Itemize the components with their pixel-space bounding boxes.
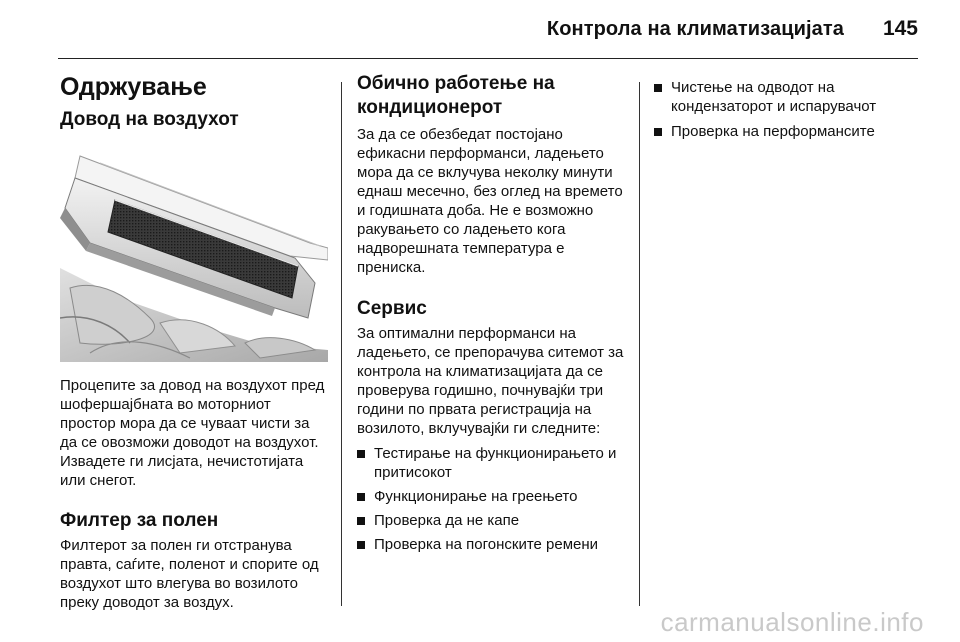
- air-intake-figure: [60, 148, 328, 362]
- header-title: Контрола на климатизацијата: [546, 18, 844, 40]
- bullet-square-icon: [357, 493, 365, 501]
- air-intake-grille-illustration: [60, 148, 328, 362]
- column-divider-1: [341, 82, 342, 606]
- subsection-title-regular-operation: Обично работење на кондиционерот: [357, 73, 555, 118]
- service-checklist-continued: [654, 78, 922, 141]
- column-divider-2: [639, 82, 640, 606]
- column-3: [654, 72, 922, 141]
- service-paragraph: За оптимални перформанси на ладењето, се препорачува ситемот за контрола на климатизацијата да се проверува годишно, почнувајќи три години по првата регистрација на возилото, вклучувајќи ги следните:: [357, 325, 624, 437]
- page-header: [0, 0, 960, 60]
- bullet-square-icon: [654, 84, 662, 92]
- service-checklist: [357, 444, 627, 554]
- pollen-filter-paragraph: Филтерот за полен ги отстранува правта, саѓите, поленот и спорите од воздухот што влегува во возилото преку доводот за воздух.: [60, 537, 319, 611]
- list-item: Тестирање на функционирањето и притисокот: [357, 444, 627, 482]
- subsection-title-pollen-filter: Филтер за полен: [60, 510, 219, 531]
- regular-operation-paragraph: За да се обезбедат постојано ефикасни перформанси, ладењето мора да се вклучува неколку минути еднаш месечно, без оглед на времето и годишната доба. Не е возможно ракувањето со ладењето кога надворешната температура е прениска.: [357, 126, 623, 276]
- air-intake-paragraph: Процепите за довод на воздухот пред шофершајбната во моторниот простор мора да се чуваат чисти за да се овозможи доводот на воздухот. Извадете ги лисјата, нечистотијата или снегот.: [60, 377, 325, 489]
- bullet-square-icon: [357, 450, 365, 458]
- subsection-title-service: Сервис: [357, 298, 427, 319]
- list-item: Проверка на погонските ремени: [357, 535, 627, 554]
- column-1: [60, 72, 328, 612]
- watermark: carmanualsonline.info: [660, 607, 924, 637]
- column-2: [357, 72, 627, 554]
- page-number: 145: [882, 17, 918, 40]
- list-item: Проверка да не капе: [357, 511, 627, 530]
- list-item: Проверка на перформансите: [654, 122, 922, 141]
- bullet-square-icon: [357, 517, 365, 525]
- header-rule: [58, 58, 918, 59]
- bullet-square-icon: [357, 541, 365, 549]
- section-title: Одржување: [60, 73, 207, 101]
- subsection-title-air-intake: Довод на воздухот: [60, 109, 239, 130]
- list-item: Чистење на одводот на кондензаторот и испарувачот: [654, 78, 922, 116]
- bullet-square-icon: [654, 128, 662, 136]
- list-item: Функционирање на греењето: [357, 487, 627, 506]
